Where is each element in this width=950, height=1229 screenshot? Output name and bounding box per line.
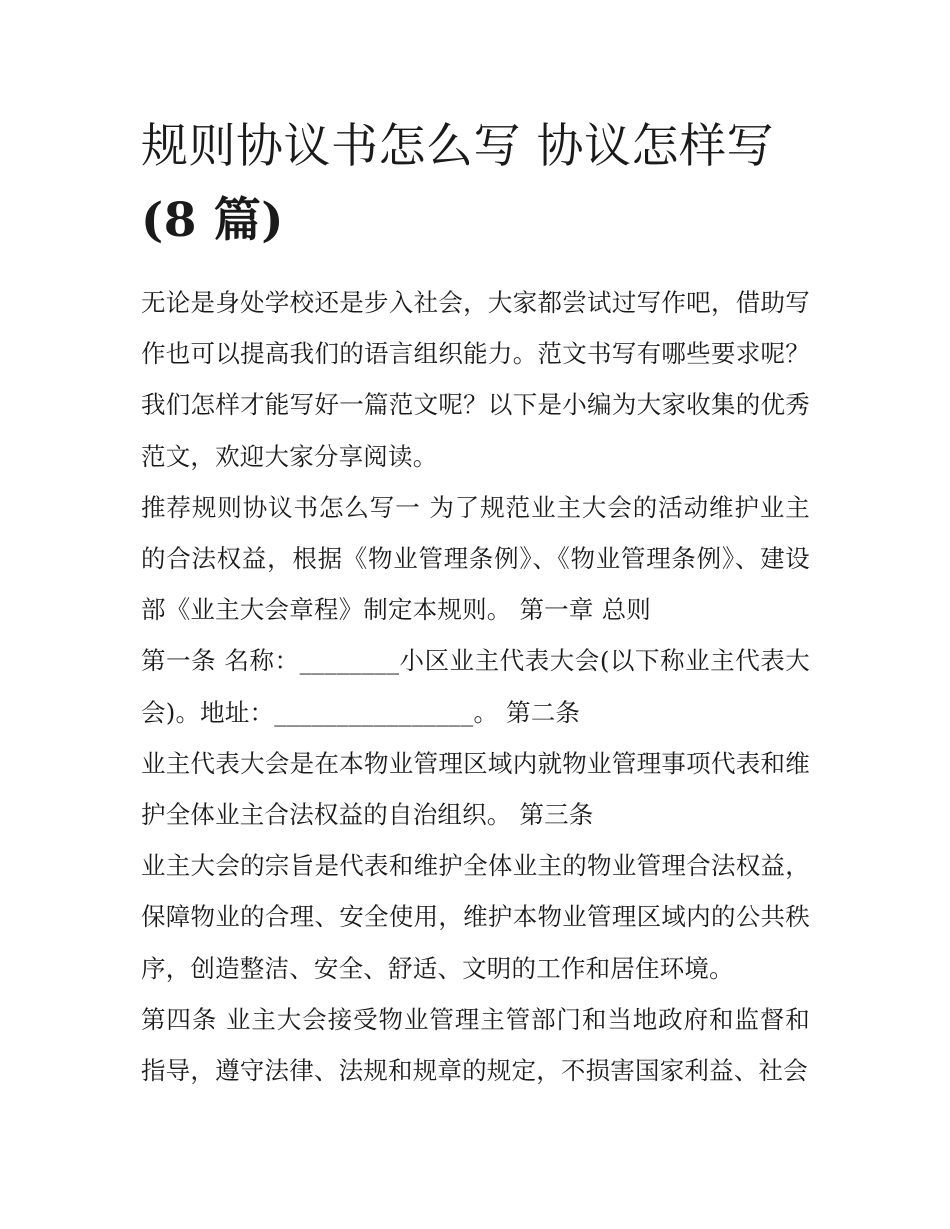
title-line-1: 规则协议书怎么写 协议怎样写 (141, 119, 774, 174)
paragraph-article-2: 业主代表大会是在本物业管理区域内就物业管理事项代表和维护全体业主合法权益的自治组织。 第三条 (141, 748, 810, 830)
document-title (141, 110, 810, 258)
paragraph-intro: 无论是身处学校还是步入社会，大家都尝试过写作吧，借助写作也可以提高我们的语言组织能力。范文书写有哪些要求呢？我们怎样才能写好一篇范文呢？以下是小编为大家收集的优秀范文，欢迎大家分享阅读。 (141, 288, 810, 471)
title-line-2: (8 篇) (141, 193, 285, 248)
document-body (141, 277, 810, 1096)
paragraph-article-1: 第一条 名称：________小区业主代表大会(以下称业主代表大会)。地址：________________。 第二条 (141, 646, 810, 727)
paragraph-article-4: 第四条 业主大会接受物业管理主管部门和当地政府和监督和指导，遵守法律、法规和规章的规定，不损害国家利益、社会 (141, 1004, 810, 1086)
paragraph-article-3: 业主大会的宗旨是代表和维护全体业主的物业管理合法权益，保障物业的合理、安全使用，维护本物业管理区域内的公共秩序，创造整洁、安全、舒适、文明的工作和居住环境。 (141, 851, 810, 983)
paragraph-preamble: 推荐规则协议书怎么写一 为了规范业主大会的活动维护业主的合法权益，根据《物业管理条例》、《物业管理条例》、建设部《业主大会章程》制定本规则。 第一章 总则 (141, 492, 810, 625)
